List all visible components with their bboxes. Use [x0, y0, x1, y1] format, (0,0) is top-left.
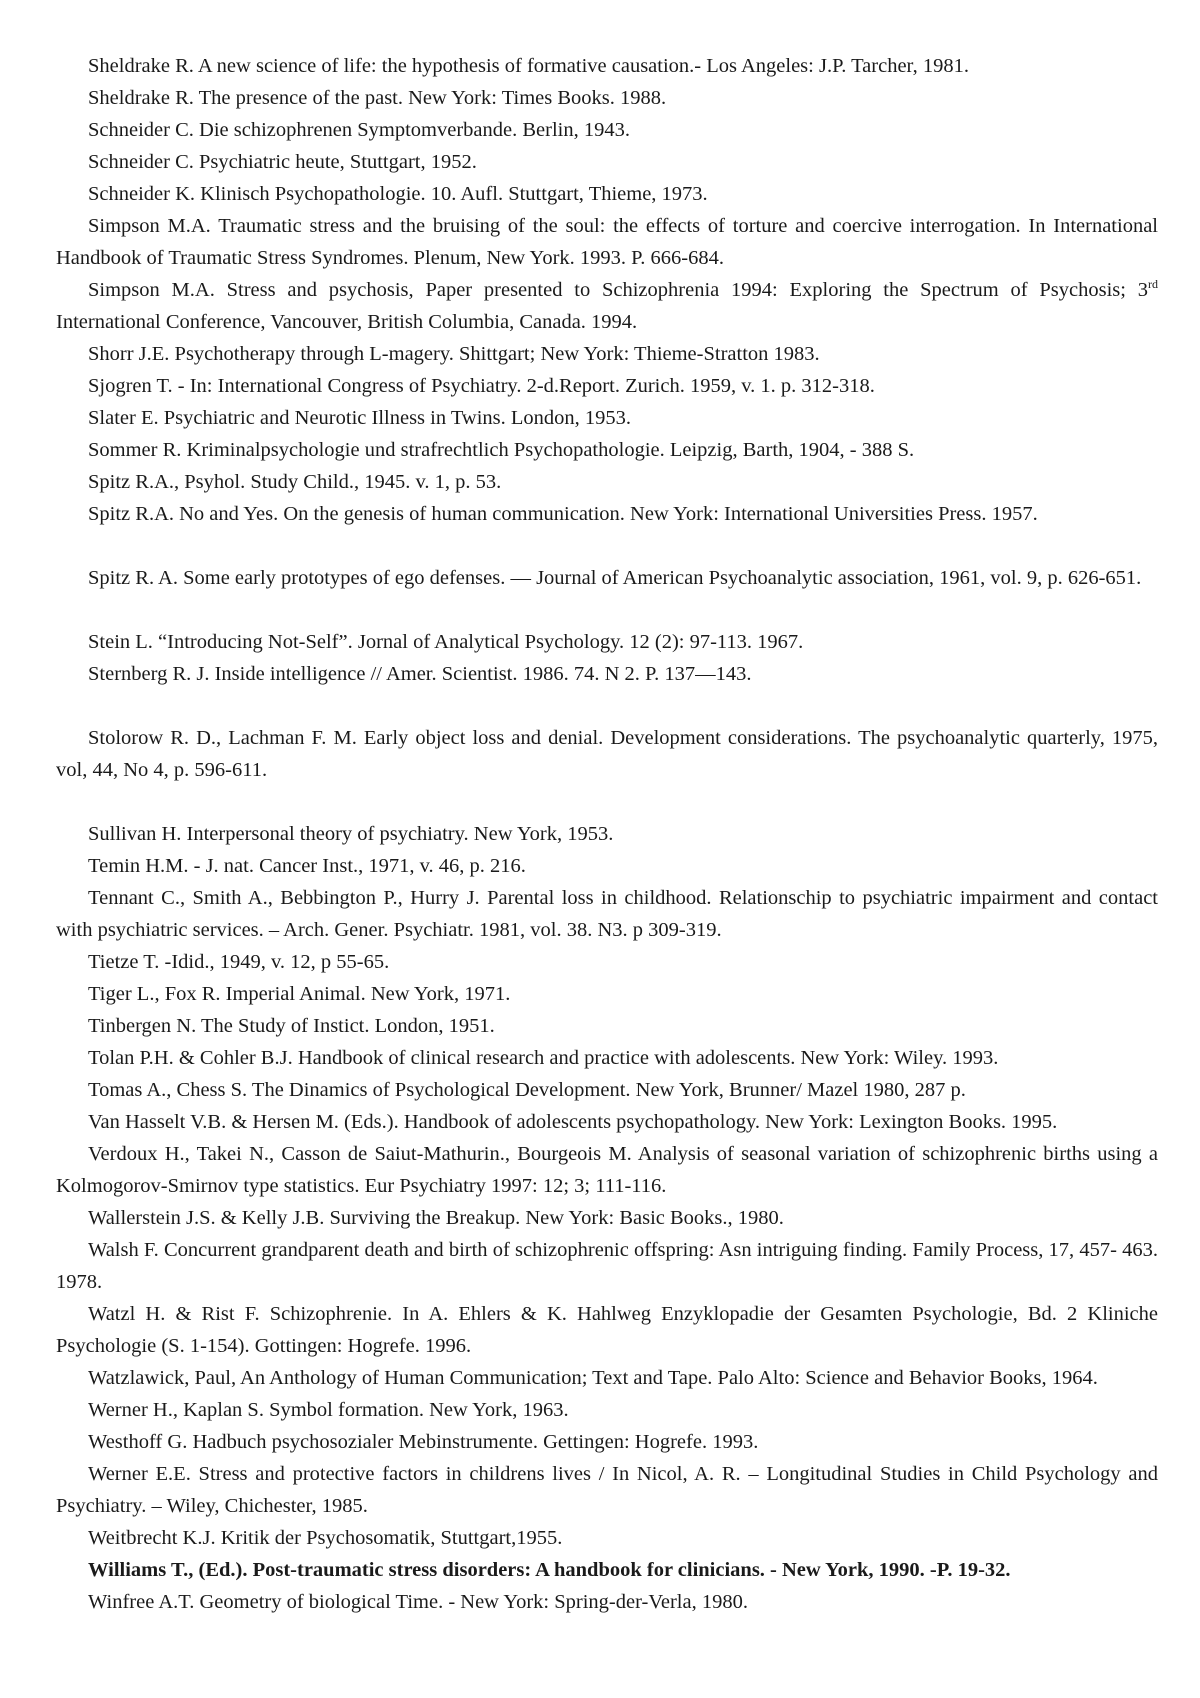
reference-entry: Tietze T. -Idid., 1949, v. 12, p 55-65. [88, 951, 390, 973]
reference-entry: Wallerstein J.S. & Kelly J.B. Surviving the Breakup. New York: Basic Books., 1980. [88, 1207, 784, 1229]
reference-entry: Watzlawick, Paul, An Anthology of Human Communication; Text and Tape. Palo Alto: Science and Behavior Books, 1964. [88, 1367, 1098, 1389]
reference-entry: Schneider C. Die schizophrenen Symptomverbande. Berlin, 1943. [88, 119, 630, 141]
reference-entry: Winfree A.T. Geometry of biological Time. - New York: Spring-der-Verla, 1980. [88, 1591, 748, 1613]
reference-entry: Sternberg R. J. Inside intelligence // Amer. Scientist. 1986. 74. N 2. P. 137—143. [88, 663, 752, 685]
reference-entry: Werner H., Kaplan S. Symbol formation. New York, 1963. [88, 1399, 569, 1421]
reference-entry: Temin H.M. - J. nat. Cancer Inst., 1971, v. 46, p. 216. [88, 855, 526, 877]
reference-entry: Spitz R.A., Psyhol. Study Child., 1945. v. 1, p. 53. [88, 471, 502, 493]
reference-entry: Sullivan H. Interpersonal theory of psychiatry. New York, 1953. [88, 823, 614, 845]
reference-entry: Walsh F. Concurrent grandparent death and birth of schizophrenic offspring: Asn intriguing finding. Family Process, 17, 457- 463. 1978. [56, 1239, 1158, 1293]
reference-entry: Verdoux H., Takei N., Casson de Saiut-Mathurin., Bourgeois M. Analysis of seasonal variation of schizophrenic births using a Kolmogorov-Smirnov type statistics. Eur Psychiatry 1997: 12; 3; 111-116. [56, 1143, 1158, 1197]
reference-list [56, 50, 1158, 1618]
ordinal-superscript: rd [1148, 277, 1158, 292]
reference-text: Simpson M.A. Stress and psychosis, Paper presented to Schizophrenia 1994: Exploring the Spectrum of Psychosis; 3 [88, 279, 1148, 301]
reference-entry: Spitz R. A. Some early prototypes of ego defenses. — Journal of American Psychoanalytic association, 1961, vol. 9, p. 626-651. [88, 567, 1142, 589]
reference-entry: Tinbergen N. The Study of Instict. London, 1951. [88, 1015, 495, 1037]
reference-entry: Stein L. “Introducing Not-Self”. Jornal of Analytical Psychology. 12 (2): 97-113. 1967. [88, 631, 804, 653]
reference-entry: Simpson M.A. Traumatic stress and the bruising of the soul: the effects of torture and coercive interrogation. In International Handbook of Traumatic Stress Syndromes. Plenum, New York. 1993. P. 666-684. [56, 215, 1158, 269]
reference-entry: Schneider C. Psychiatric heute, Stuttgart, 1952. [88, 151, 477, 173]
reference-entry: Slater E. Psychiatric and Neurotic Illness in Twins. London, 1953. [88, 407, 632, 429]
reference-entry: Sommer R. Kriminalpsychologie und strafrechtlich Psychopathologie. Leipzig, Barth, 1904, - 388 S. [88, 439, 915, 461]
reference-entry: Watzl H. & Rist F. Schizophrenie. In A. Ehlers & K. Hahlweg Enzyklopadie der Gesamten Psychologie, Bd. 2 Kliniche Psychologie (S. 1-154). Gottingen: Hogrefe. 1996. [56, 1303, 1158, 1357]
reference-entry-bold: Williams T., (Ed.). Post-traumatic stress disorders: A handbook for clinicians. - New York, 1990. -P. 19-32. [88, 1559, 1011, 1581]
reference-entry [56, 274, 1158, 338]
reference-entry: Sheldrake R. A new science of life: the hypothesis of formative causation.- Los Angeles: J.P. Tarcher, 1981. [88, 55, 969, 77]
reference-entry: Sheldrake R. The presence of the past. New York: Times Books. 1988. [88, 87, 667, 109]
reference-entry: Shorr J.E. Psychotherapy through L-magery. Shittgart; New York: Thieme-Stratton 1983. [88, 343, 820, 365]
reference-entry: Schneider K. Klinisch Psychopathologie. 10. Aufl. Stuttgart, Thieme, 1973. [88, 183, 708, 205]
reference-entry: Tennant C., Smith A., Bebbington P., Hurry J. Parental loss in childhood. Relationschip to psychiatric impairment and contact with psychiatric services. – Arch. Gener. Psychiatr. 1981, vol. 38. N3. p 309-319. [56, 887, 1158, 941]
reference-entry: Tolan P.H. & Cohler B.J. Handbook of clinical research and practice with adolescents. New York: Wiley. 1993. [88, 1047, 999, 1069]
reference-entry: Stolorow R. D., Lachman F. M. Early object loss and denial. Development considerations. The psychoanalytic quarterly, 1975, vol, 44, No 4, p. 596-611. [56, 727, 1158, 781]
reference-entry: Spitz R.A. No and Yes. On the genesis of human communication. New York: International Universities Press. 1957. [88, 503, 1038, 525]
reference-entry: Weitbrecht K.J. Kritik der Psychosomatik, Stuttgart,1955. [88, 1527, 563, 1549]
reference-entry: Sjogren T. - In: International Congress of Psychiatry. 2-d.Report. Zurich. 1959, v. 1. p. 312-318. [88, 375, 875, 397]
reference-entry: Westhoff G. Hadbuch psychosozialer Mebinstrumente. Gettingen: Hogrefe. 1993. [88, 1431, 759, 1453]
reference-entry: Tiger L., Fox R. Imperial Animal. New York, 1971. [88, 983, 511, 1005]
reference-entry: Werner E.E. Stress and protective factors in childrens lives / In Nicol, A. R. – Longitudinal Studies in Child Psychology and Psychiatry. – Wiley, Chichester, 1985. [56, 1463, 1158, 1517]
reference-entry: Tomas A., Chess S. The Dinamics of Psychological Development. New York, Brunner/ Mazel 1980, 287 p. [88, 1079, 966, 1101]
reference-text: International Conference, Vancouver, British Columbia, Canada. 1994. [56, 311, 638, 333]
reference-entry: Van Hasselt V.B. & Hersen M. (Eds.). Handbook of adolescents psychopathology. New York: Lexington Books. 1995. [88, 1111, 1058, 1133]
